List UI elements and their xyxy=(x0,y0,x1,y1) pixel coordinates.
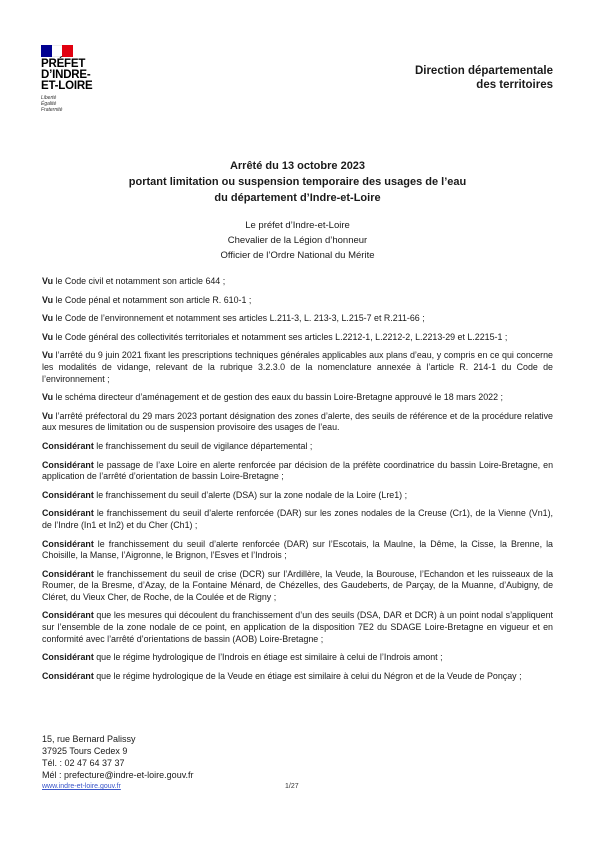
motto-line: Liberté xyxy=(41,95,57,101)
document-title xyxy=(42,158,553,206)
clause-keyword: Vu xyxy=(42,276,54,286)
address-line: 37925 Tours Cedex 9 xyxy=(42,746,128,756)
clause-keyword: Vu xyxy=(42,294,54,305)
prefecture-logo xyxy=(41,45,121,113)
postal-address xyxy=(42,733,194,781)
page-number: 1/27 xyxy=(285,783,299,790)
direction-line: Direction départementale xyxy=(414,65,553,77)
title-line: portant limitation ou suspension temporaire des usages de l’eau xyxy=(128,176,467,188)
clause-text: le franchissement du seuil de vigilance départemental ; xyxy=(93,440,313,451)
motto-line: Fraternité xyxy=(41,107,63,113)
clause-text: le Code pénal et notamment son article R. 610-1 ; xyxy=(53,294,252,305)
clause xyxy=(42,411,553,434)
clause-keyword: Considérant xyxy=(42,459,94,470)
clause xyxy=(42,508,553,531)
clause-keyword: Considérant xyxy=(42,538,94,549)
clause xyxy=(42,490,553,502)
clause-keyword: Considérant xyxy=(42,568,94,579)
prefect-line: Chevalier de la Légion d’honneur xyxy=(227,235,368,246)
prefect-titles xyxy=(42,218,553,263)
clause xyxy=(42,569,553,604)
clause xyxy=(42,652,553,664)
clause-keyword: Considérant xyxy=(42,508,94,519)
direction-line: des territoires xyxy=(476,79,553,91)
clause-text: que les mesures qui découlent du franchissement d’un des seuils (DSA, DAR et DCR) à un point nodal s’appliquent sur l’ensemble de la zone nodale de ce point, en application de la disposition 7E2 du SDAGE Loire-Bretagne en vigueur et en conformité avec l’arrêté d’orientations de bassin (AOB) Loire-Bretagne ; xyxy=(42,610,553,644)
logo-wordmark xyxy=(41,59,121,92)
title-line: Arrêté du 13 octobre 2023 xyxy=(229,160,366,172)
clause-keyword: Considérant xyxy=(42,652,94,663)
clause-text: le franchissement du seuil de crise (DCR) sur l’Ardillère, la Veude, la Bourouse, l’Echandon et les ruisseaux de la Roumer, de la Bresme, d’Azay, de la Fontaine Ménard, de Chézelles, des Gaudeberts, de Parçay, de la Muanne, d’Aubigny, de Cléret, du Vieux Cher, de Roche, de la Coulée et de Rigny ; xyxy=(42,568,553,602)
clause-text: le schéma directeur d’aménagement et de gestion des eaux du bassin Loire-Bretagne approuvé le 18 mars 2022 ; xyxy=(53,392,503,403)
clause-keyword: Considérant xyxy=(42,610,94,621)
address-line: Mél : prefecture@indre-et-loire.gouv.fr xyxy=(42,770,194,780)
clause xyxy=(42,332,553,344)
clause-keyword: Considérant xyxy=(42,489,94,500)
prefect-line: Le préfet d’Indre-et-Loire xyxy=(245,220,350,231)
clause-keyword: Considérant xyxy=(42,670,94,681)
clause-text: l’arrêté du 9 juin 2021 fixant les prescriptions techniques générales applicables aux plans d’eau, y compris en ce qui concerne les modalités de vidange, relevant de la rubrique 3.2.3.0 de la nomenclature annexée à l’article R. 214-1 du Code de l’environnement ; xyxy=(42,350,553,384)
clause xyxy=(42,350,553,385)
clause xyxy=(42,276,553,288)
clause xyxy=(42,313,553,325)
clause-text: l’arrêté préfectoral du 29 mars 2023 portant désignation des zones d’alerte, des seuils de référence et de la procédure relative aux mesures de limitation ou de suspension provisoire des usages de l’eau. xyxy=(42,410,553,433)
clause xyxy=(42,295,553,307)
marianne-flag-icon xyxy=(41,45,73,57)
clause-keyword: Vu xyxy=(42,350,54,361)
logo-line: ET-LOIRE xyxy=(41,80,93,92)
logo-line: PRÉFET xyxy=(41,58,86,70)
legal-clauses xyxy=(42,276,553,689)
clause-text: le franchissement du seuil d’alerte renforcée (DAR) sur l’Escotais, la Maulne, la Dême, la Cisse, la Brenne, la Choisille, la Manse, l’Aigronne, le Brignon, l’Esves et l’Indrois ; xyxy=(42,538,553,561)
clause xyxy=(42,671,553,683)
title-line: du département d’Indre-et-Loire xyxy=(214,192,381,204)
clause-text: le franchissement du seuil d’alerte (DSA) sur la zone nodale de la Loire (Lre1) ; xyxy=(93,489,408,500)
clause-text: que le régime hydrologique de l’Indrois en étiage est similaire à celui de l’Indrois amont ; xyxy=(93,652,443,663)
clause-keyword: Vu xyxy=(42,392,54,403)
clause-keyword: Vu xyxy=(42,410,54,421)
clause-text: le Code de l’environnement et notamment ses articles L.211-3, L. 213-3, L.215-7 et R.211-66 ; xyxy=(53,313,425,324)
clause xyxy=(42,441,553,453)
clause-text: que le régime hydrologique de la Veude en étiage est similaire à celui du Négron et de la Veude de Ponçay ; xyxy=(93,670,522,681)
prefect-line: Officier de l’Ordre National du Mérite xyxy=(220,250,375,261)
address-line: 15, rue Bernard Palissy xyxy=(42,734,136,744)
logo-line: D’INDRE- xyxy=(41,69,91,81)
clause xyxy=(42,460,553,483)
clause xyxy=(42,392,553,404)
clause-keyword: Considérant xyxy=(42,440,94,451)
issuing-direction xyxy=(415,64,553,92)
clause-keyword: Vu xyxy=(42,313,54,324)
clause-keyword: Vu xyxy=(42,331,54,342)
republic-motto xyxy=(41,95,121,113)
motto-line: Égalité xyxy=(41,101,57,107)
clause-text: le passage de l’axe Loire en alerte renforcée par décision de la préfète coordinatrice du bassin Loire-Bretagne, en application de l’arrêté d’orientation de bassin Loire-Bretagne ; xyxy=(42,459,553,482)
clause-text: le Code civil et notamment son article 644 ; xyxy=(53,276,226,286)
clause-text: le Code général des collectivités territoriales et notamment ses articles L.2212-1, L.2212-2, L.2213-29 et L.2215-1 ; xyxy=(53,331,508,342)
address-line: Tél. : 02 47 64 37 37 xyxy=(42,758,125,768)
clause xyxy=(42,610,553,645)
clause-text: le franchissement du seuil d’alerte renforcée (DAR) sur les zones nodales de la Creuse (Cr1), de la Vienne (Vn1), de l’Indre (In1 et In2) et du Cher (Ch1) ; xyxy=(42,508,553,530)
website-link[interactable]: www.indre-et-loire.gouv.fr xyxy=(42,783,121,790)
clause xyxy=(42,539,553,562)
